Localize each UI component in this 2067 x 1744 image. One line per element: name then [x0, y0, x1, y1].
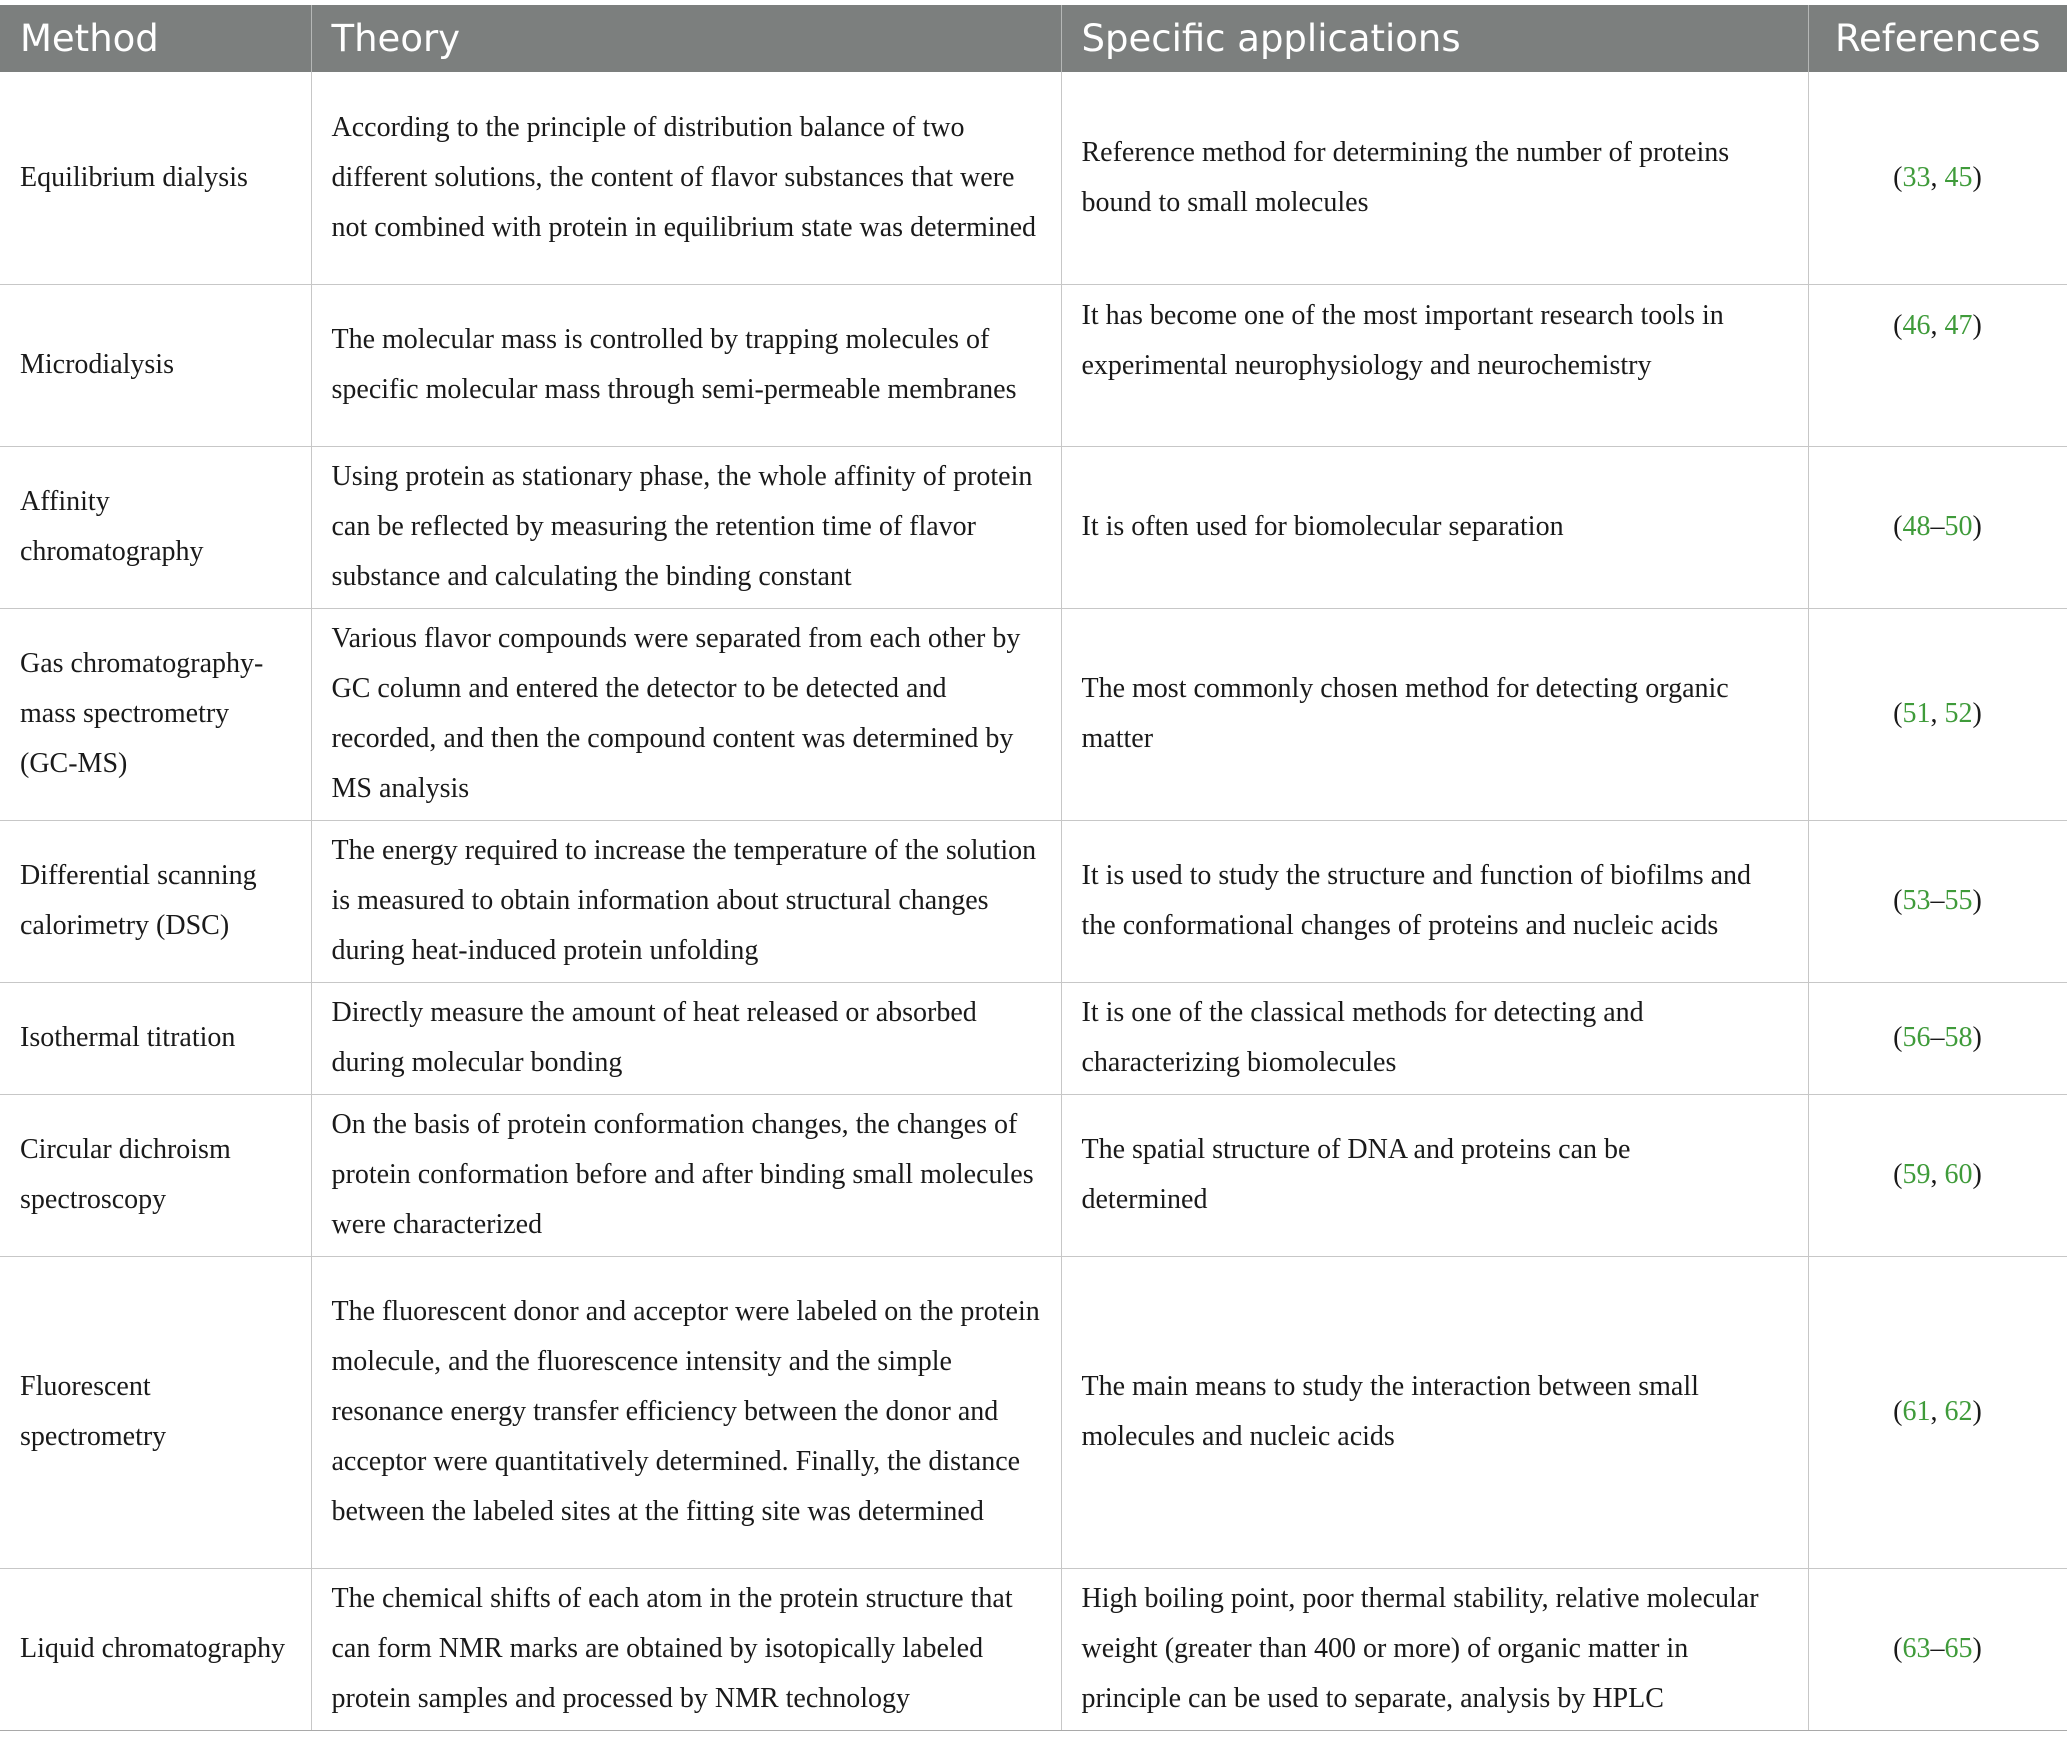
method-cell: Liquid chromatography — [0, 1568, 311, 1730]
theory-cell: Using protein as stationary phase, the whole affinity of protein can be reflected by measuring the retention time of flavor substance and calculating the binding constant — [311, 446, 1061, 608]
reference-link[interactable]: 63 — [1902, 1633, 1931, 1664]
method-cell: Microdialysis — [0, 284, 311, 446]
application-cell: It is used to study the structure and function of biofilms and the conformational changes of proteins and nucleic acids — [1061, 820, 1808, 982]
reference-cell: (56–58) — [1808, 982, 2067, 1094]
application-cell: High boiling point, poor thermal stability, relative molecular weight (greater than 400 or more) of organic matter in principle can be used to separate, analysis by HPLC — [1061, 1568, 1808, 1730]
theory-cell: The energy required to increase the temperature of the solution is measured to obtain information about structural changes during heat-induced protein unfolding — [311, 820, 1061, 982]
method-cell: Affinity chromatography — [0, 446, 311, 608]
application-cell: The spatial structure of DNA and proteins can be determined — [1061, 1094, 1808, 1256]
reference-cell: (59, 60) — [1808, 1094, 2067, 1256]
reference-link[interactable]: 65 — [1944, 1633, 1973, 1664]
theory-cell: The chemical shifts of each atom in the protein structure that can form NMR marks are obtained by isotopically labeled protein samples and processed by NMR technology — [311, 1568, 1061, 1730]
theory-cell: On the basis of protein conformation changes, the changes of protein conformation before and after binding small molecules were characterized — [311, 1094, 1061, 1256]
table-row — [0, 982, 2067, 1094]
table-row — [0, 72, 2067, 284]
application-cell: The most commonly chosen method for detecting organic matter — [1061, 608, 1808, 820]
reference-link[interactable]: 60 — [1944, 1159, 1973, 1190]
reference-link[interactable]: 46 — [1902, 309, 1931, 341]
reference-link[interactable]: 62 — [1944, 1396, 1973, 1427]
method-cell: Fluorescent spectrometry — [0, 1256, 311, 1568]
header-applications: Specific applications — [1061, 5, 1808, 72]
reference-cell: (48–50) — [1808, 446, 2067, 608]
method-cell: Circular dichroism spectroscopy — [0, 1094, 311, 1256]
reference-link[interactable]: 59 — [1902, 1159, 1931, 1190]
reference-link[interactable]: 52 — [1944, 698, 1973, 729]
reference-link[interactable]: 55 — [1944, 885, 1973, 916]
reference-cell: (63–65) — [1808, 1568, 2067, 1730]
reference-link[interactable]: 51 — [1902, 698, 1931, 729]
reference-cell: (33, 45) — [1808, 72, 2067, 284]
reference-link[interactable]: 53 — [1902, 885, 1931, 916]
theory-cell: The molecular mass is controlled by trapping molecules of specific molecular mass through semi-permeable membranes — [311, 284, 1061, 446]
reference-cell: (51, 52) — [1808, 608, 2067, 820]
table-row — [0, 1094, 2067, 1256]
application-cell: It is often used for biomolecular separation — [1061, 446, 1808, 608]
method-cell: Differential scanning calorimetry (DSC) — [0, 820, 311, 982]
application-cell: Reference method for determining the number of proteins bound to small molecules — [1061, 72, 1808, 284]
reference-link[interactable]: 45 — [1944, 161, 1973, 193]
table-row — [0, 1568, 2067, 1730]
reference-link[interactable]: 33 — [1902, 161, 1931, 193]
table-row — [0, 284, 2067, 446]
reference-cell: (53–55) — [1808, 820, 2067, 982]
method-cell: Isothermal titration — [0, 982, 311, 1094]
methods-table — [0, 5, 2067, 1731]
table-row — [0, 1256, 2067, 1568]
theory-cell: According to the principle of distribution balance of two different solutions, the content of flavor substances that were not combined with protein in equilibrium state was determined — [311, 72, 1061, 284]
method-cell: Equilibrium dialysis — [0, 72, 311, 284]
reference-link[interactable]: 58 — [1944, 1022, 1973, 1053]
reference-link[interactable]: 56 — [1902, 1022, 1931, 1053]
table-header-row — [0, 5, 2067, 72]
header-references: References — [1808, 5, 2067, 72]
header-method: Method — [0, 5, 311, 72]
table-row — [0, 446, 2067, 608]
theory-cell: The fluorescent donor and acceptor were labeled on the protein molecule, and the fluorescence intensity and the simple resonance energy transfer efficiency between the donor and acceptor were quantitatively determined. Finally, the distance between the labeled sites at the fitting site was determined — [311, 1256, 1061, 1568]
table-row — [0, 820, 2067, 982]
reference-link[interactable]: 48 — [1902, 511, 1931, 542]
reference-link[interactable]: 61 — [1902, 1396, 1931, 1427]
reference-cell: (46, 47) — [1808, 284, 2067, 446]
header-theory: Theory — [311, 5, 1061, 72]
reference-cell: (61, 62) — [1808, 1256, 2067, 1568]
theory-cell: Directly measure the amount of heat released or absorbed during molecular bonding — [311, 982, 1061, 1094]
reference-link[interactable]: 47 — [1944, 309, 1973, 341]
method-cell: Gas chromatography-mass spectrometry (GC-MS) — [0, 608, 311, 820]
table-row — [0, 608, 2067, 820]
application-cell: It is one of the classical methods for detecting and characterizing biomolecules — [1061, 982, 1808, 1094]
application-cell: The main means to study the interaction between small molecules and nucleic acids — [1061, 1256, 1808, 1568]
reference-link[interactable]: 50 — [1944, 511, 1973, 542]
methods-table-container — [0, 5, 2067, 1731]
theory-cell: Various flavor compounds were separated from each other by GC column and entered the detector to be detected and recorded, and then the compound content was determined by MS analysis — [311, 608, 1061, 820]
application-cell: It has become one of the most important research tools in experimental neurophysiology and neurochemistry — [1061, 284, 1808, 446]
